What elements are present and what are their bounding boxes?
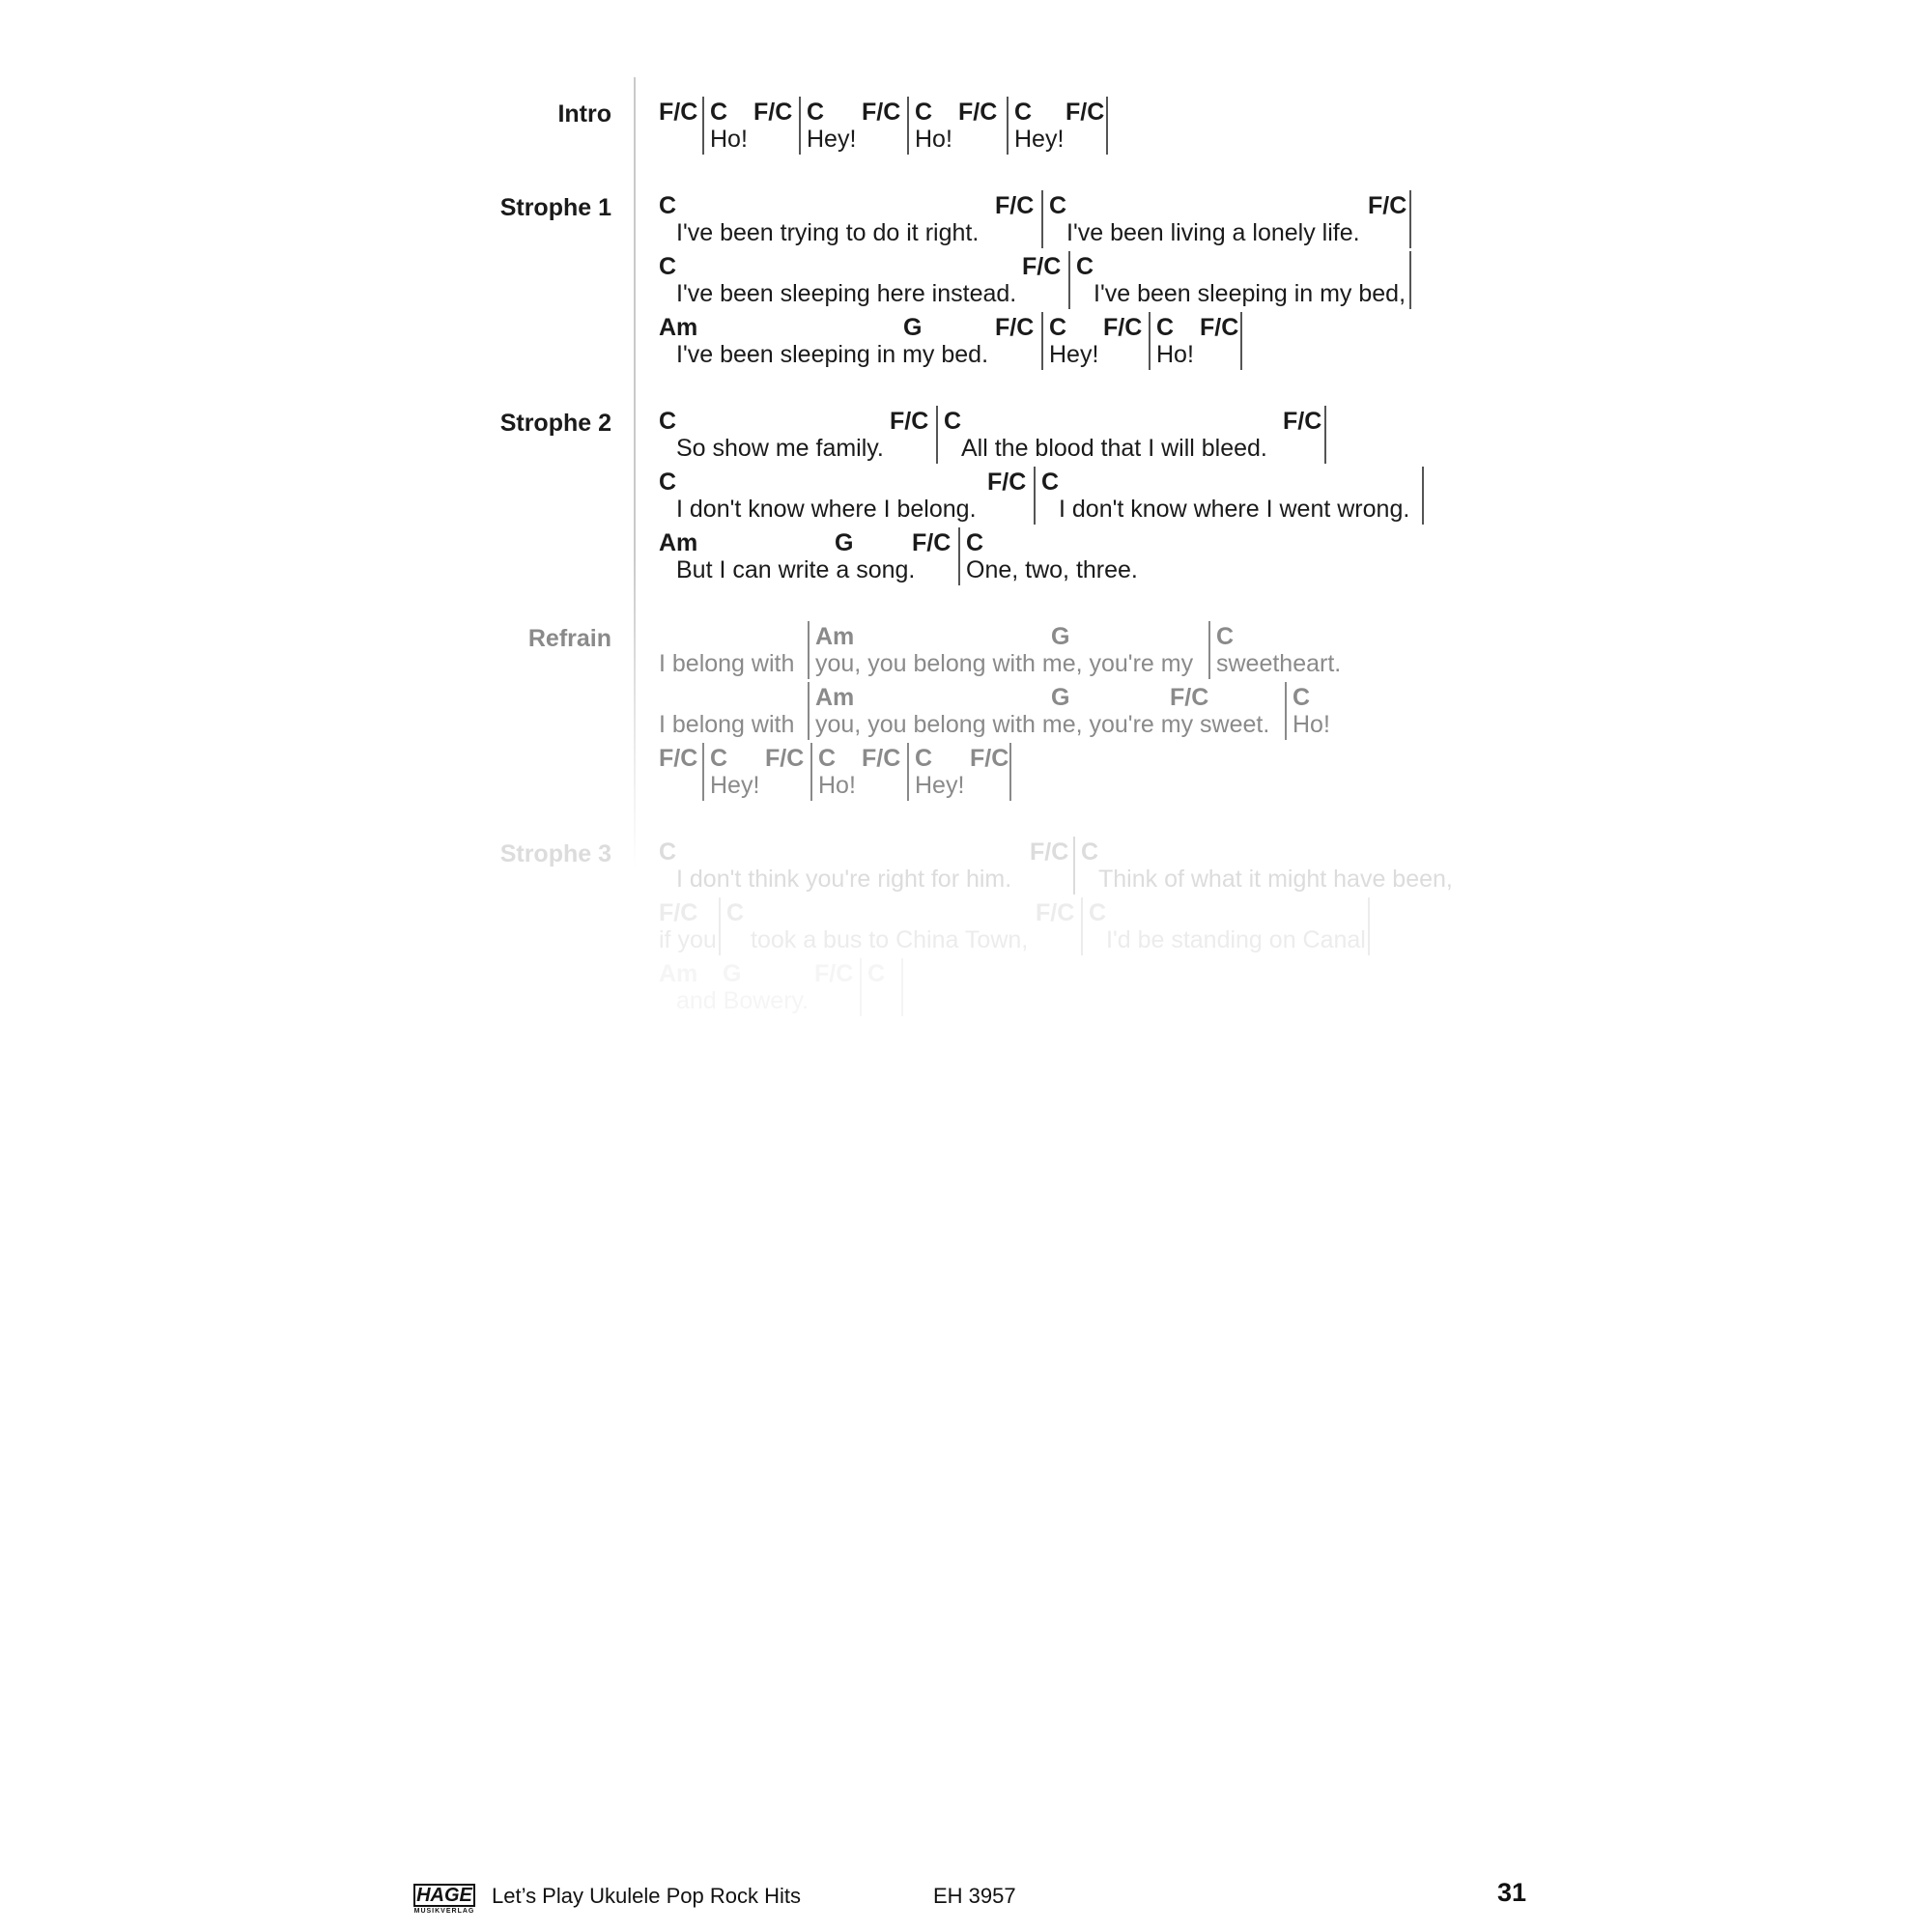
bar-line [1409,251,1411,309]
bar-line [1068,251,1070,309]
chord-symbol: C [915,745,933,772]
lyric-text: Ho! [1293,711,1330,738]
chord-symbol: C [726,899,745,926]
logo-subtitle: MUSIKVERLAG [413,1908,475,1915]
chord-symbol: C [659,408,677,435]
chord-symbol: C [966,529,984,556]
lyric-text: I don't know where I belong. [676,496,977,523]
lyric-text: Ho! [818,772,856,799]
chord-symbol: C [1049,314,1067,341]
chord-symbol: F/C [659,99,698,126]
lyric-text: Hey! [807,126,857,153]
chord-symbol: C [1014,99,1033,126]
lyric-text: Hey! [915,772,965,799]
bar-line [1034,467,1036,525]
chord-symbol: G [903,314,923,341]
bar-line [1208,621,1210,679]
lyric-text: I don't know where I went wrong. [1059,496,1410,523]
chord-symbol: C [710,99,728,126]
chord-symbol: Am [659,960,698,987]
bar-line [958,527,960,585]
chord-symbol: F/C [659,745,698,772]
lyric-text: you, you belong with me, you're my sweet. [815,711,1270,738]
chord-symbol: Am [659,529,698,556]
bar-line [1106,97,1108,155]
section-divider-line [634,77,636,869]
bar-line [1073,837,1075,895]
lyric-text: Ho! [710,126,748,153]
chord-symbol: F/C [890,408,929,435]
chord-symbol: F/C [970,745,1009,772]
lyric-text: Ho! [915,126,952,153]
chord-symbol: F/C [958,99,998,126]
chord-symbol: F/C [862,745,901,772]
bar-line [1081,897,1083,955]
chord-symbol: F/C [995,192,1035,219]
chord-symbol: C [867,960,886,987]
section-label: Strophe 1 [499,194,611,221]
chord-symbol: F/C [1036,899,1075,926]
chord-symbol: F/C [1065,99,1105,126]
chord-symbol: C [659,192,677,219]
chord-symbol: C [1081,838,1099,866]
lyric-text: Hey! [1014,126,1065,153]
lyric-text: you, you belong with me, you're my [815,650,1194,677]
lyric-text: and Bowery. [676,987,810,1014]
chord-symbol: Am [659,314,698,341]
chord-symbol: G [723,960,742,987]
bar-line [1149,312,1151,370]
lyric-text: Hey! [1049,341,1099,368]
lyric-text: I've been sleeping here instead. [676,280,1017,307]
chord-symbol: C [659,838,677,866]
bar-line [1009,743,1011,801]
chord-symbol: C [659,253,677,280]
bar-line [1041,312,1043,370]
chord-symbol: F/C [1103,314,1143,341]
chord-symbol: F/C [1283,408,1322,435]
chord-symbol: F/C [1022,253,1062,280]
lyric-text: I belong with [659,711,795,738]
section-label: Refrain [527,625,611,652]
lyric-text: All the blood that I will bleed. [961,435,1267,462]
bar-line [1007,97,1009,155]
chord-symbol: C [710,745,728,772]
lyric-text: I've been living a lonely life. [1066,219,1360,246]
chord-symbol: C [915,99,933,126]
chord-symbol: F/C [862,99,901,126]
bar-line [901,958,903,1016]
lyric-text: I'd be standing on Canal [1106,926,1366,953]
lyric-text: I belong with [659,650,795,677]
chord-symbol: C [1156,314,1175,341]
chord-symbol: F/C [1030,838,1069,866]
bar-line [1368,897,1370,955]
chord-symbol: F/C [753,99,793,126]
lyric-text: One, two, three. [966,556,1138,583]
bar-line [808,682,810,740]
chord-symbol: G [835,529,854,556]
lyric-text: sweetheart. [1216,650,1342,677]
lyric-text: I've been sleeping in my bed, [1094,280,1406,307]
bar-line [808,621,810,679]
chord-symbol: F/C [912,529,952,556]
bar-line [719,897,721,955]
bar-line [1285,682,1287,740]
chord-symbol: F/C [814,960,854,987]
bar-line [1324,406,1326,464]
catalog-number: EH 3957 [933,1884,1016,1908]
lyric-text: Think of what it might have been, [1098,866,1453,893]
lyric-text: took a bus to China Town, [751,926,1029,953]
chord-symbol: C [1089,899,1107,926]
chord-symbol: Am [815,684,855,711]
chord-symbol: G [1051,623,1070,650]
chord-symbol: C [818,745,837,772]
section-label: Intro [557,100,611,128]
book-title: Let’s Play Ukulele Pop Rock Hits [492,1884,801,1908]
chord-symbol: C [659,469,677,496]
chord-symbol: C [1041,469,1060,496]
bar-line [1240,312,1242,370]
section-label: Strophe 3 [499,840,611,867]
chord-symbol: C [1216,623,1235,650]
chord-symbol: F/C [1200,314,1239,341]
lyric-text: But I can write a song. [676,556,916,583]
section-label: Strophe 2 [499,410,611,437]
logo-wordmark: HAGE [413,1884,475,1907]
bar-line [799,97,801,155]
publisher-logo [413,1884,475,1917]
chord-symbol: C [1049,192,1067,219]
chord-symbol: F/C [659,899,698,926]
bar-line [907,743,909,801]
page-number: 31 [1496,1878,1526,1907]
chord-symbol: F/C [1170,684,1209,711]
bar-line [810,743,812,801]
bar-line [702,743,704,801]
bar-line [936,406,938,464]
lyric-text: I don't think you're right for him. [676,866,1012,893]
lyric-text: Ho! [1156,341,1194,368]
bar-line [1041,190,1043,248]
chord-symbol: C [944,408,962,435]
chord-symbol: F/C [995,314,1035,341]
bar-line [860,958,862,1016]
chord-symbol: C [1076,253,1094,280]
chord-symbol: C [807,99,825,126]
chord-symbol: Am [815,623,855,650]
chord-symbol: F/C [1368,192,1407,219]
lyric-text: So show me family. [676,435,884,462]
lyric-text: I've been trying to do it right. [676,219,980,246]
chord-symbol: F/C [765,745,805,772]
chord-symbol: G [1051,684,1070,711]
lyric-text: if you [659,926,717,953]
chord-symbol: F/C [987,469,1027,496]
lyric-text: Hey! [710,772,760,799]
bar-line [1422,467,1424,525]
bar-line [702,97,704,155]
chord-symbol: C [1293,684,1311,711]
bar-line [1409,190,1411,248]
lyric-text: I've been sleeping in my bed. [676,341,989,368]
bar-line [907,97,909,155]
